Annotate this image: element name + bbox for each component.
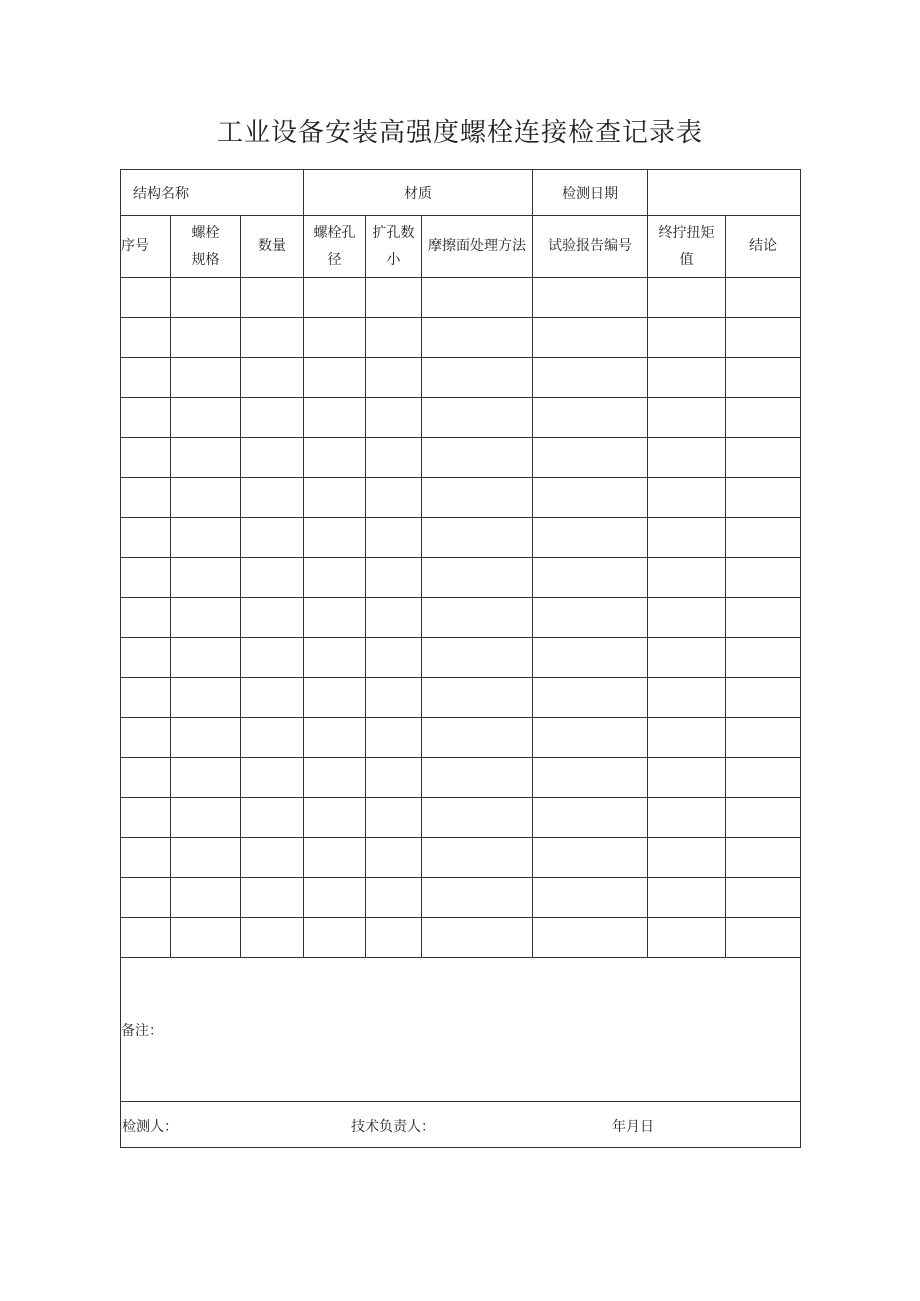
table-cell[interactable] xyxy=(726,318,801,358)
table-cell[interactable] xyxy=(533,518,648,558)
table-cell[interactable] xyxy=(366,878,422,918)
table-row xyxy=(121,318,801,358)
table-cell[interactable] xyxy=(422,798,533,838)
material-label: 材质 xyxy=(404,185,432,202)
table-cell[interactable] xyxy=(726,518,801,558)
table-cell[interactable] xyxy=(304,798,366,838)
table-cell[interactable] xyxy=(533,878,648,918)
table-cell[interactable] xyxy=(366,518,422,558)
table-cell[interactable] xyxy=(422,398,533,438)
signature-cell xyxy=(121,1102,801,1148)
table-cell[interactable] xyxy=(366,718,422,758)
remarks-row xyxy=(121,958,801,1102)
table-cell[interactable] xyxy=(422,278,533,318)
column-header-row xyxy=(121,216,801,278)
col-header-final-torque: 终拧扭矩 值 xyxy=(648,216,726,278)
table-cell[interactable] xyxy=(533,638,648,678)
table-cell[interactable] xyxy=(241,518,304,558)
table-cell[interactable] xyxy=(304,758,366,798)
table-cell[interactable] xyxy=(726,638,801,678)
table-cell[interactable] xyxy=(241,878,304,918)
table-cell[interactable] xyxy=(171,758,241,798)
table-cell[interactable] xyxy=(121,838,171,878)
table-cell[interactable] xyxy=(648,398,726,438)
inspection-record-table xyxy=(120,169,801,1148)
table-cell[interactable] xyxy=(422,478,533,518)
table-row xyxy=(121,558,801,598)
table-cell[interactable] xyxy=(304,718,366,758)
table-cell[interactable] xyxy=(171,838,241,878)
table-cell[interactable] xyxy=(171,318,241,358)
signature-row xyxy=(121,1102,801,1148)
table-cell[interactable] xyxy=(648,478,726,518)
table-cell[interactable] xyxy=(121,798,171,838)
table-cell[interactable] xyxy=(171,638,241,678)
table-cell[interactable] xyxy=(533,678,648,718)
table-cell[interactable] xyxy=(366,318,422,358)
remarks-label: 备注： xyxy=(121,1022,163,1039)
table-cell[interactable] xyxy=(726,438,801,478)
table-cell[interactable] xyxy=(241,718,304,758)
table-cell[interactable] xyxy=(648,278,726,318)
table-cell[interactable] xyxy=(121,518,171,558)
col-header-quantity: 数量 xyxy=(241,216,304,278)
table-cell[interactable] xyxy=(648,758,726,798)
table-cell[interactable] xyxy=(726,358,801,398)
table-cell[interactable] xyxy=(304,398,366,438)
table-cell[interactable] xyxy=(171,438,241,478)
table-cell[interactable] xyxy=(422,678,533,718)
table-cell[interactable] xyxy=(726,558,801,598)
table-cell[interactable] xyxy=(171,598,241,638)
table-cell[interactable] xyxy=(422,558,533,598)
remarks-cell[interactable] xyxy=(121,958,801,1102)
table-cell[interactable] xyxy=(304,598,366,638)
table-cell[interactable] xyxy=(121,478,171,518)
table-cell[interactable] xyxy=(171,718,241,758)
table-cell[interactable] xyxy=(422,918,533,958)
col-header-conclusion: 结论 xyxy=(726,216,801,278)
table-cell[interactable] xyxy=(366,798,422,838)
table-row xyxy=(121,798,801,838)
table-cell[interactable] xyxy=(366,758,422,798)
table-cell[interactable] xyxy=(533,758,648,798)
table-cell[interactable] xyxy=(241,798,304,838)
table-cell[interactable] xyxy=(533,718,648,758)
date-label: 年月日 xyxy=(612,1119,654,1135)
table-row xyxy=(121,278,801,318)
table-cell[interactable] xyxy=(304,878,366,918)
table-row xyxy=(121,918,801,958)
table-cell[interactable] xyxy=(171,358,241,398)
material-cell xyxy=(304,170,533,216)
table-cell[interactable] xyxy=(422,718,533,758)
table-cell[interactable] xyxy=(533,318,648,358)
table-cell[interactable] xyxy=(304,478,366,518)
table-cell[interactable] xyxy=(304,558,366,598)
table-cell[interactable] xyxy=(648,638,726,678)
table-cell[interactable] xyxy=(726,918,801,958)
table-cell[interactable] xyxy=(422,518,533,558)
table-cell[interactable] xyxy=(304,838,366,878)
table-cell[interactable] xyxy=(366,478,422,518)
page-title: 工业设备安装高强度螺栓连接检查记录表 xyxy=(216,118,703,148)
table-cell[interactable] xyxy=(241,918,304,958)
table-cell[interactable] xyxy=(648,718,726,758)
table-cell[interactable] xyxy=(648,838,726,878)
inspection-date-value[interactable] xyxy=(648,170,801,216)
table-cell[interactable] xyxy=(366,918,422,958)
col-header-bolt-hole-diameter: 螺栓孔 径 xyxy=(304,216,366,278)
table-cell[interactable] xyxy=(422,318,533,358)
inspector-label: 检测人： xyxy=(122,1119,178,1135)
table-row xyxy=(121,678,801,718)
table-cell[interactable] xyxy=(366,838,422,878)
table-cell[interactable] xyxy=(121,878,171,918)
table-cell[interactable] xyxy=(121,598,171,638)
table-cell[interactable] xyxy=(241,398,304,438)
table-cell[interactable] xyxy=(533,278,648,318)
table-cell[interactable] xyxy=(726,598,801,638)
table-row xyxy=(121,718,801,758)
table-cell[interactable] xyxy=(366,398,422,438)
table-row xyxy=(121,838,801,878)
table-cell[interactable] xyxy=(241,838,304,878)
table-cell[interactable] xyxy=(533,798,648,838)
table-cell[interactable] xyxy=(304,678,366,718)
table-cell[interactable] xyxy=(366,438,422,478)
table-cell[interactable] xyxy=(422,638,533,678)
table-cell[interactable] xyxy=(121,438,171,478)
table-row xyxy=(121,438,801,478)
table-cell[interactable] xyxy=(422,838,533,878)
col-header-index: 序号 xyxy=(121,216,171,278)
table-cell[interactable] xyxy=(171,798,241,838)
table-cell[interactable] xyxy=(304,358,366,398)
table-cell[interactable] xyxy=(241,318,304,358)
table-cell[interactable] xyxy=(366,278,422,318)
table-row xyxy=(121,398,801,438)
table-cell[interactable] xyxy=(121,358,171,398)
table-cell[interactable] xyxy=(648,358,726,398)
table-cell[interactable] xyxy=(304,918,366,958)
table-cell[interactable] xyxy=(171,278,241,318)
inspection-date-label: 检测日期 xyxy=(533,170,648,216)
table-cell[interactable] xyxy=(121,918,171,958)
table-row xyxy=(121,518,801,558)
table-cell[interactable] xyxy=(648,878,726,918)
table-cell[interactable] xyxy=(726,398,801,438)
table-cell[interactable] xyxy=(726,838,801,878)
table-cell[interactable] xyxy=(121,558,171,598)
data-rows xyxy=(121,278,801,958)
table-row xyxy=(121,758,801,798)
table-cell[interactable] xyxy=(121,278,171,318)
table-cell[interactable] xyxy=(171,878,241,918)
table-row xyxy=(121,598,801,638)
col-header-reaming-count: 扩孔数 小 xyxy=(366,216,422,278)
col-header-bolt-spec: 螺栓 规格 xyxy=(171,216,241,278)
table-cell[interactable] xyxy=(648,438,726,478)
table-cell[interactable] xyxy=(366,358,422,398)
table-cell[interactable] xyxy=(366,638,422,678)
table-cell[interactable] xyxy=(726,718,801,758)
table-cell[interactable] xyxy=(533,918,648,958)
table-cell[interactable] xyxy=(241,678,304,718)
table-cell[interactable] xyxy=(422,598,533,638)
table-cell[interactable] xyxy=(648,918,726,958)
table-cell[interactable] xyxy=(241,278,304,318)
table-cell[interactable] xyxy=(241,598,304,638)
table-cell[interactable] xyxy=(241,478,304,518)
table-cell[interactable] xyxy=(121,758,171,798)
table-cell[interactable] xyxy=(648,598,726,638)
table-cell[interactable] xyxy=(726,758,801,798)
table-cell[interactable] xyxy=(366,598,422,638)
table-cell[interactable] xyxy=(648,558,726,598)
table-row xyxy=(121,478,801,518)
table-cell[interactable] xyxy=(171,558,241,598)
table-cell[interactable] xyxy=(422,878,533,918)
table-cell[interactable] xyxy=(121,398,171,438)
table-cell[interactable] xyxy=(241,558,304,598)
table-cell[interactable] xyxy=(171,398,241,438)
table-cell[interactable] xyxy=(422,358,533,398)
table-cell[interactable] xyxy=(304,438,366,478)
table-cell[interactable] xyxy=(241,358,304,398)
table-cell[interactable] xyxy=(533,358,648,398)
table-cell[interactable] xyxy=(648,798,726,838)
table-cell[interactable] xyxy=(726,678,801,718)
table-cell[interactable] xyxy=(171,678,241,718)
table-cell[interactable] xyxy=(171,918,241,958)
table-cell[interactable] xyxy=(241,438,304,478)
header-row xyxy=(121,170,801,216)
table-cell[interactable] xyxy=(121,638,171,678)
table-cell[interactable] xyxy=(726,878,801,918)
table-cell[interactable] xyxy=(121,718,171,758)
table-row xyxy=(121,878,801,918)
table-cell[interactable] xyxy=(533,478,648,518)
table-row xyxy=(121,638,801,678)
table-cell[interactable] xyxy=(304,278,366,318)
table-cell[interactable] xyxy=(366,678,422,718)
table-cell[interactable] xyxy=(171,518,241,558)
table-cell[interactable] xyxy=(533,438,648,478)
table-cell[interactable] xyxy=(533,398,648,438)
table-cell[interactable] xyxy=(422,758,533,798)
table-cell[interactable] xyxy=(533,598,648,638)
table-cell[interactable] xyxy=(304,518,366,558)
table-row xyxy=(121,358,801,398)
table-cell[interactable] xyxy=(533,558,648,598)
table-cell[interactable] xyxy=(121,318,171,358)
table-cell[interactable] xyxy=(533,838,648,878)
tech-lead-label: 技术负责人： xyxy=(351,1119,435,1135)
table-cell[interactable] xyxy=(304,318,366,358)
table-cell[interactable] xyxy=(648,318,726,358)
table-cell[interactable] xyxy=(422,438,533,478)
col-header-friction-surface-method: 摩擦面处理方法 xyxy=(422,216,533,278)
table-cell[interactable] xyxy=(241,638,304,678)
table-cell[interactable] xyxy=(366,558,422,598)
table-cell[interactable] xyxy=(648,678,726,718)
col-header-test-report-number: 试验报告编号 xyxy=(533,216,648,278)
table-cell[interactable] xyxy=(121,678,171,718)
table-cell[interactable] xyxy=(171,478,241,518)
structure-name-label: 结构名称 xyxy=(121,170,304,216)
table-cell[interactable] xyxy=(304,638,366,678)
table-cell[interactable] xyxy=(726,798,801,838)
table-cell[interactable] xyxy=(726,278,801,318)
table-cell[interactable] xyxy=(648,518,726,558)
table-cell[interactable] xyxy=(726,478,801,518)
table-cell[interactable] xyxy=(241,758,304,798)
